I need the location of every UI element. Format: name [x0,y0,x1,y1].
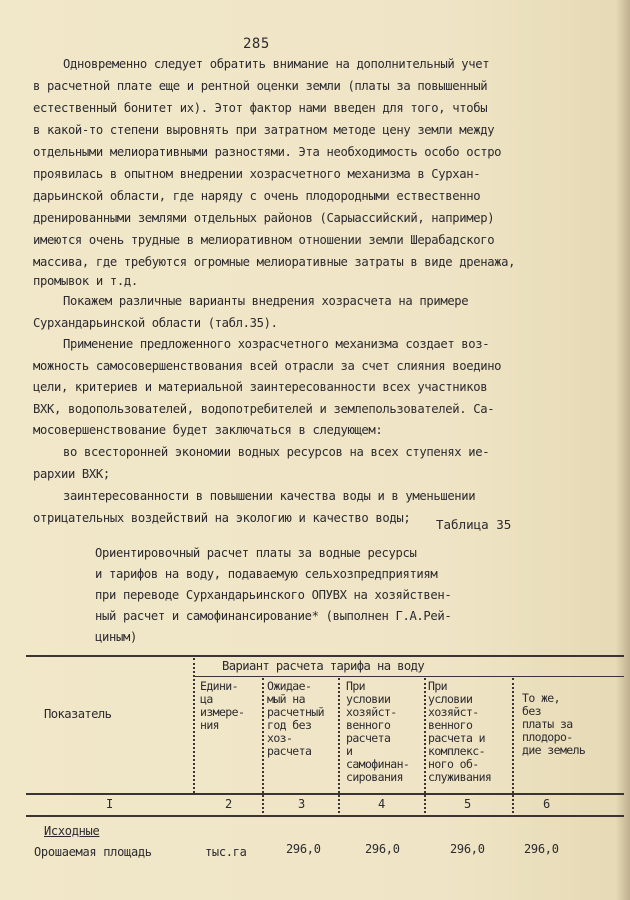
row-value: 296,0 [365,842,400,856]
column-number-rule [26,815,624,817]
section-label: Исходные [44,824,100,838]
column-header-indicator: Показатель [44,707,112,721]
column-number: 2 [225,797,233,811]
column-header-variant-complex-service: При условии хозяйст- венного расчета и комплекс- ного об- служивания [428,679,492,784]
header-bottom-rule [26,793,624,795]
table-caption-line: при переводе Сурхандарьинского ОПУВХ на хозяйствен- [95,588,452,602]
text-line: заинтересованности в повышении качества воды и в уменьшении [63,489,476,503]
column-number: 3 [298,797,306,811]
text-line: можность самосовершенствования всей отрасли за счет слияния воедино [33,359,502,373]
page-number: 285 [243,36,270,52]
text-line: промывок и т.д. [33,274,138,288]
text-line: Одновременно следует обратить внимание на дополнительный учет [63,57,490,71]
row-value: 296,0 [286,842,321,856]
text-line: Покажем различные варианты внедрения хозрасчета на примере [63,294,469,308]
group-header-rule [193,676,624,677]
text-line: естественный бонитет их). Этот фактор нами введен для того, чтобы [33,101,488,115]
text-line: имеются очень трудные в мелиоративном отношении земли Шерабадского [33,233,495,247]
table-caption-line: Ориентировочный расчет платы за водные ресурсы [95,546,417,560]
text-line: рархии ВХК; [33,467,110,481]
column-number: 4 [378,797,386,811]
row-value: 296,0 [450,842,485,856]
column-header-unit: Едини- ца измере- ния [200,679,245,732]
text-line: Сурхандарьинской области (табл.35). [33,316,278,330]
column-separator [262,678,264,813]
text-line: дренированными землями отдельных районов (Сарыассийский, например) [33,211,495,225]
column-header-variant-selffinancing: При условии хозяйст- венного расчета и самофинан- сирования [346,679,410,784]
column-separator [512,678,514,813]
column-separator [193,658,195,793]
text-line: проявилась в опытном внедрении хозрасчетного механизма в Сурхан- [33,167,481,181]
binding-shadow [616,0,630,900]
table-caption-line: и тарифов на воду, подаваемую сельхозпредприятиям [95,567,438,581]
row-label: Орошаемая площадь [34,845,152,859]
text-line: в расчетной плате еще и рентной оценки земли (платы за повышенный [33,79,488,93]
column-separator [424,678,426,813]
text-line: отдельными мелиоративными разностями. Эта необходимость особо остро [33,145,502,159]
table-label: Таблица 35 [436,517,512,532]
text-line: Применение предложенного хозрасчетного механизма создает воз- [63,337,490,351]
text-line: в какой-то степени выровнять при затратном методе цену земли между [33,123,495,137]
table-caption-line: циным) [95,630,137,644]
text-line: во всесторонней экономии водных ресурсов на всех ступенях ие- [63,445,490,459]
text-line: отрицательных воздействий на экологию и качество воды; [33,511,411,525]
column-number: 5 [464,797,472,811]
column-number: 6 [543,797,551,811]
column-header-expected: Ожидае- мый на расчетный год без хоз- расчета [267,679,324,758]
column-header-variant-no-fertility-fee: То же, без платы за плодоро- дие земель [522,691,586,757]
row-value: 296,0 [524,842,559,856]
table-caption-line: ный расчет и самофинансирование* (выполнен Г.А.Рей- [95,609,452,623]
text-line: ВХК, водопользователей, водопотребителей и землепользователей. Са- [33,402,495,416]
text-line: массива, где требуются огромные мелиоративные затраты в виде дренажа, [33,255,516,269]
column-number: I [106,797,114,811]
column-separator [338,678,340,813]
group-header: Вариант расчета тарифа на воду [222,659,425,673]
row-unit: тыс.га [205,845,247,859]
table-top-rule [26,655,624,657]
text-line: мосовершенствование будет заключаться в следующем: [33,423,383,437]
text-line: цели, критериев и материальной заинтересованности всех участников [33,380,488,394]
text-line: дарьинской области, где наряду с очень плодородными ествественно [33,189,481,203]
